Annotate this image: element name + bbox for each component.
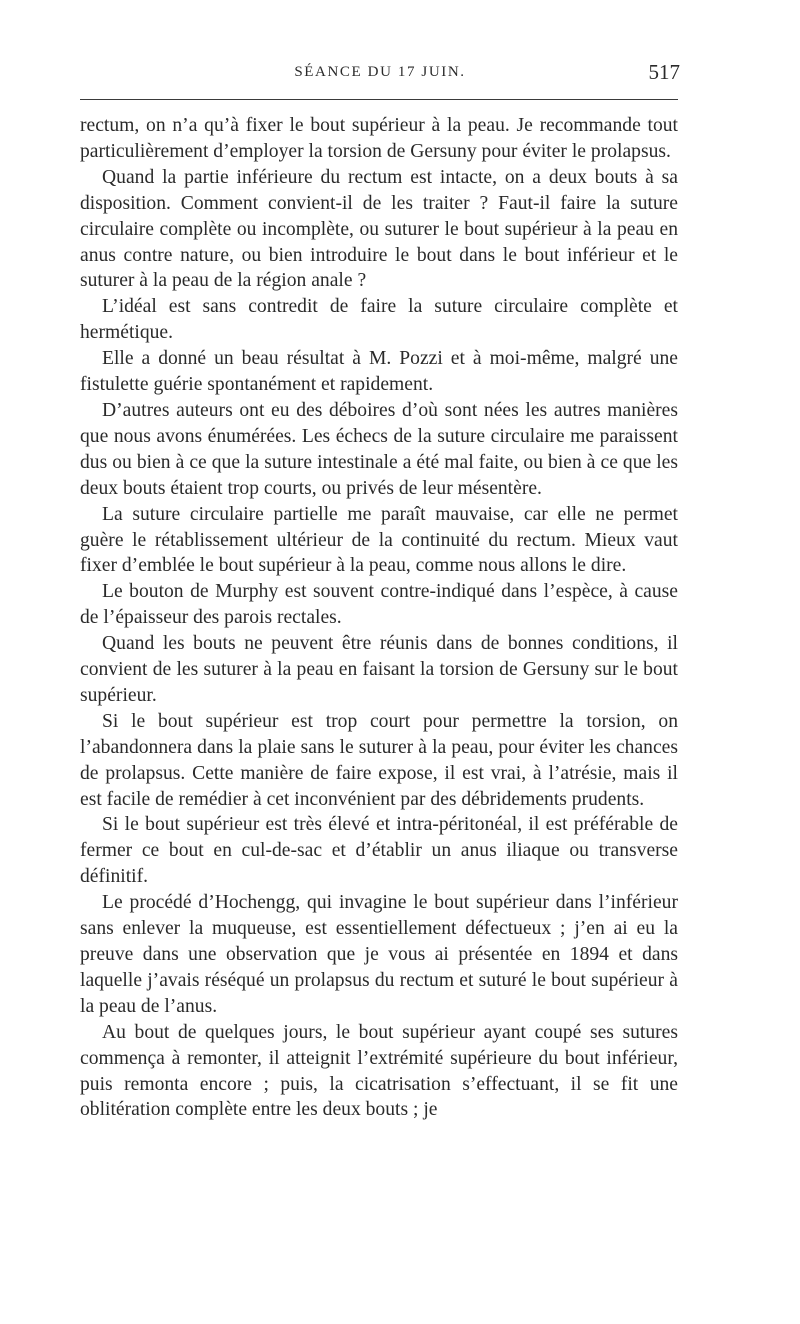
paragraph: Elle a donné un beau résultat à M. Pozzi et à moi-même, malgré une fistulette guérie spontanément et rapidement. — [80, 348, 678, 396]
body-text — [80, 113, 678, 1123]
page-header — [80, 60, 680, 88]
paragraph: L’idéal est sans contredit de faire la suture circulaire complète et hermétique. — [80, 296, 678, 344]
page-number: 517 — [648, 60, 680, 84]
paragraph: Au bout de quelques jours, le bout supérieur ayant coupé ses sutures commença à remonter, il atteignit l’extrémité supérieure du bout inférieur, puis remonta encore ; puis, la cicatrisation s’effectuant, il se fit une oblitération complète entre les deux bouts ; je — [80, 1021, 678, 1121]
paragraph: La suture circulaire partielle me paraît mauvaise, car elle ne permet guère le rétablissement ultérieur de la continuité du rectum. Mieux vaut fixer d’emblée le bout supérieur à la peau, comme nous allons le dire. — [80, 503, 678, 577]
paragraph: D’autres auteurs ont eu des déboires d’où sont nées les autres manières que nous avons énumérées. Les échecs de la suture circulaire me paraissent dus ou bien à ce que la suture intestinale a été mal faite, ou bien à ce que les deux bouts étaient trop courts, ou privés de leur mésentère. — [80, 399, 678, 499]
paragraph: Si le bout supérieur est très élevé et intra-péritonéal, il est préférable de fermer ce bout en cul-de-sac et d’établir un anus iliaque ou transverse définitif. — [80, 814, 678, 888]
paragraph: Quand la partie inférieure du rectum est intacte, on a deux bouts à sa disposition. Comment convient-il de les traiter ? Faut-il faire la suture circulaire complète ou incomplète, ou suturer le bout supérieur à la peau en anus contre nature, ou bien introduire le bout dans le bout inférieur et le suturer à la peau de la région anale ? — [80, 166, 678, 292]
header-rule — [80, 99, 678, 100]
paragraph: Si le bout supérieur est trop court pour permettre la torsion, on l’abandonnera dans la plaie sans le suturer à la peau, pour éviter les chances de prolapsus. Cette manière de faire expose, il est vrai, à l’atrésie, mais il est facile de remédier à cet inconvénient par des débridements prudents. — [80, 710, 678, 810]
paragraph: Le procédé d’Hochengg, qui invagine le bout supérieur dans l’inférieur sans enlever la muqueuse, est essentiellement défectueux ; j’en ai eu la preuve dans une observation que je vous ai présentée en 1894 et dans laquelle j’avais réséqué un prolapsus du rectum et suturé le bout supérieur à la peau de l’anus. — [80, 892, 678, 1017]
running-title: SÉANCE DU 17 JUIN. — [294, 64, 466, 80]
paragraph: Quand les bouts ne peuvent être réunis dans de bonnes conditions, il convient de les suturer à la peau en faisant la torsion de Gersuny sur le bout supérieur. — [80, 633, 678, 706]
paragraph: rectum, on n’a qu’à fixer le bout supérieur à la peau. Je recommande tout particulièrement d’employer la torsion de Gersuny pour éviter le prolapsus. — [80, 115, 678, 162]
paragraph: Le bouton de Murphy est souvent contre-indiqué dans l’espèce, à cause de l’épaisseur des parois rectales. — [80, 581, 678, 629]
